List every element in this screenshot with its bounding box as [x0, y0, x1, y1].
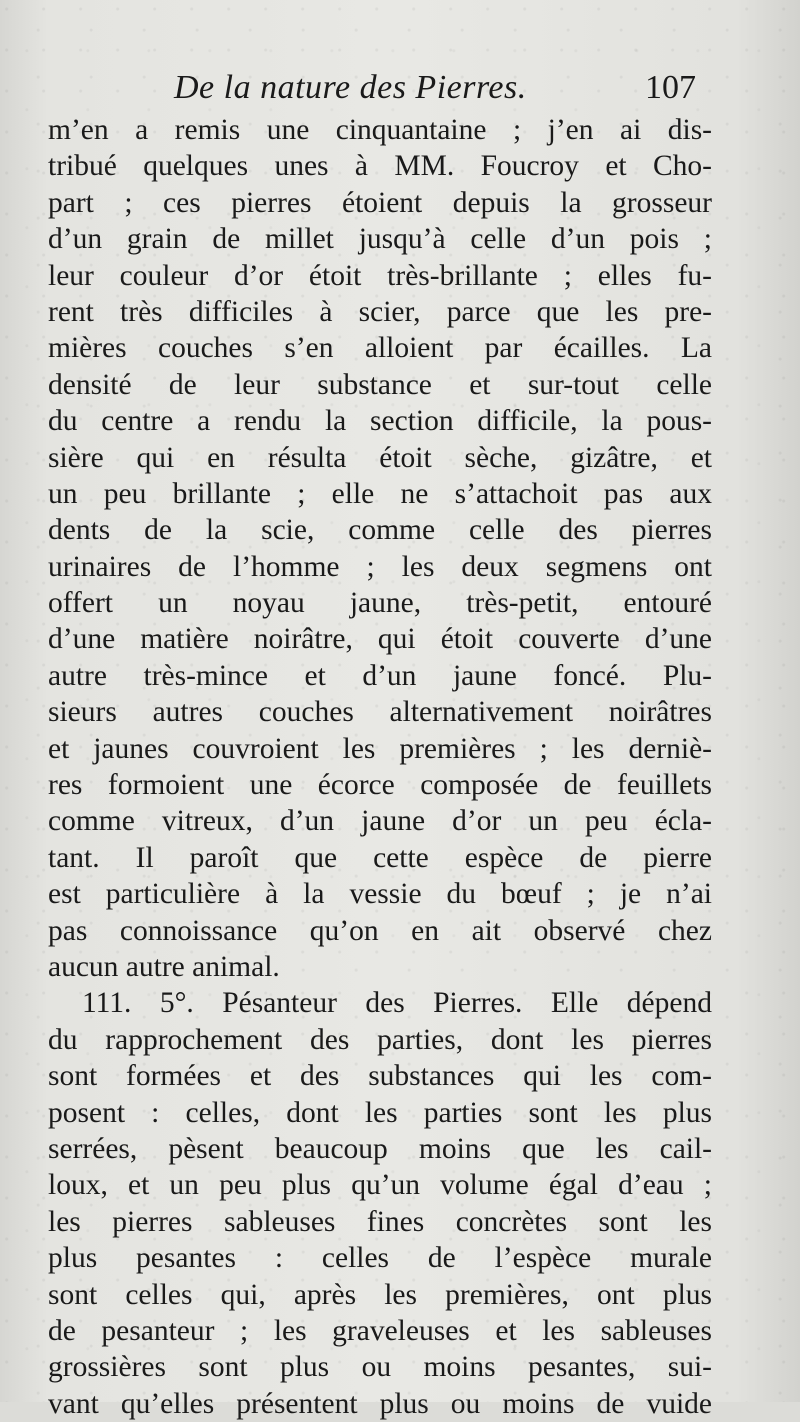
body-text [48, 112, 712, 1422]
text-line: un peu brillante ; elle ne s’attachoit pas aux [48, 477, 712, 510]
text-line: plus pesantes : celles de l’espèce murale [48, 1242, 712, 1275]
text-line: vant qu’elles présentent plus ou moins de vuide [48, 1387, 712, 1420]
text-line: sont formées et des substances qui les com- [48, 1060, 712, 1093]
text-line: et jaunes couvroient les premières ; les derniè- [48, 732, 712, 765]
text-line: autre très-mince et d’un jaune foncé. Plu- [48, 659, 712, 692]
text-line: tant. Il paroît que cette espèce de pierre [48, 841, 712, 874]
running-title: De la nature des Pierres. [174, 69, 527, 106]
section-heading-line: 111. 5°. Pésanteur des Pierres. Elle dépend [82, 987, 712, 1020]
text-line: d’une matière noirâtre, qui étoit couverte d’une [48, 623, 712, 656]
text-line: pas connoissance qu’on en ait observé chez [48, 914, 712, 947]
text-line: aucun autre animal. [48, 950, 280, 983]
page-number: 107 [645, 69, 696, 106]
text-line: loux, et un peu plus qu’un volume égal d’eau ; [48, 1169, 712, 1202]
text-line: les pierres sableuses fines concrètes sont les [48, 1205, 712, 1238]
text-line: est particulière à la vessie du bœuf ; je n’ai [48, 878, 712, 911]
text-line: res formoient une écorce composée de feuillets [48, 769, 712, 802]
text-line: posent : celles, dont les parties sont les plus [48, 1096, 712, 1129]
text-line: du rapprochement des parties, dont les pierres [48, 1023, 712, 1056]
text-line: m’en a remis une cinquantaine ; j’en ai dis- [48, 114, 712, 146]
text-line: mières couches s’en alloient par écailles. La [48, 332, 712, 365]
text-line: d’un grain de millet jusqu’à celle d’un pois ; [48, 223, 712, 256]
text-line: serrées, pèsent beaucoup moins que les cail- [48, 1132, 712, 1165]
text-line: offert un noyau jaune, très-petit, entouré [48, 587, 712, 620]
text-line: grossières sont plus ou moins pesantes, sui- [48, 1351, 712, 1384]
text-line: tribué quelques unes à MM. Foucroy et Cho- [48, 150, 712, 183]
text-line: urinaires de l’homme ; les deux segmens ont [48, 550, 712, 583]
text-line: sière qui en résulta étoit sèche, gizâtre, et [48, 441, 712, 474]
text-line: de pesanteur ; les graveleuses et les sableuses [48, 1314, 712, 1347]
text-line: sieurs autres couches alternativement noirâtres [48, 696, 712, 729]
text-line: comme vitreux, d’un jaune d’or un peu écla- [48, 805, 712, 838]
text-line: dents de la scie, comme celle des pierres [48, 514, 712, 547]
text-line: leur couleur d’or étoit très-brillante ; elles fu- [48, 259, 712, 292]
text-line: part ; ces pierres étoient depuis la grosseur [48, 186, 712, 219]
running-head [50, 68, 710, 112]
text-line: sont celles qui, après les premières, ont plus [48, 1278, 712, 1311]
text-line: densité de leur substance et sur-tout celle [48, 368, 712, 401]
text-line: du centre a rendu la section difficile, la pous- [48, 405, 712, 438]
text-line: rent très difficiles à scier, parce que les pre- [48, 295, 712, 328]
